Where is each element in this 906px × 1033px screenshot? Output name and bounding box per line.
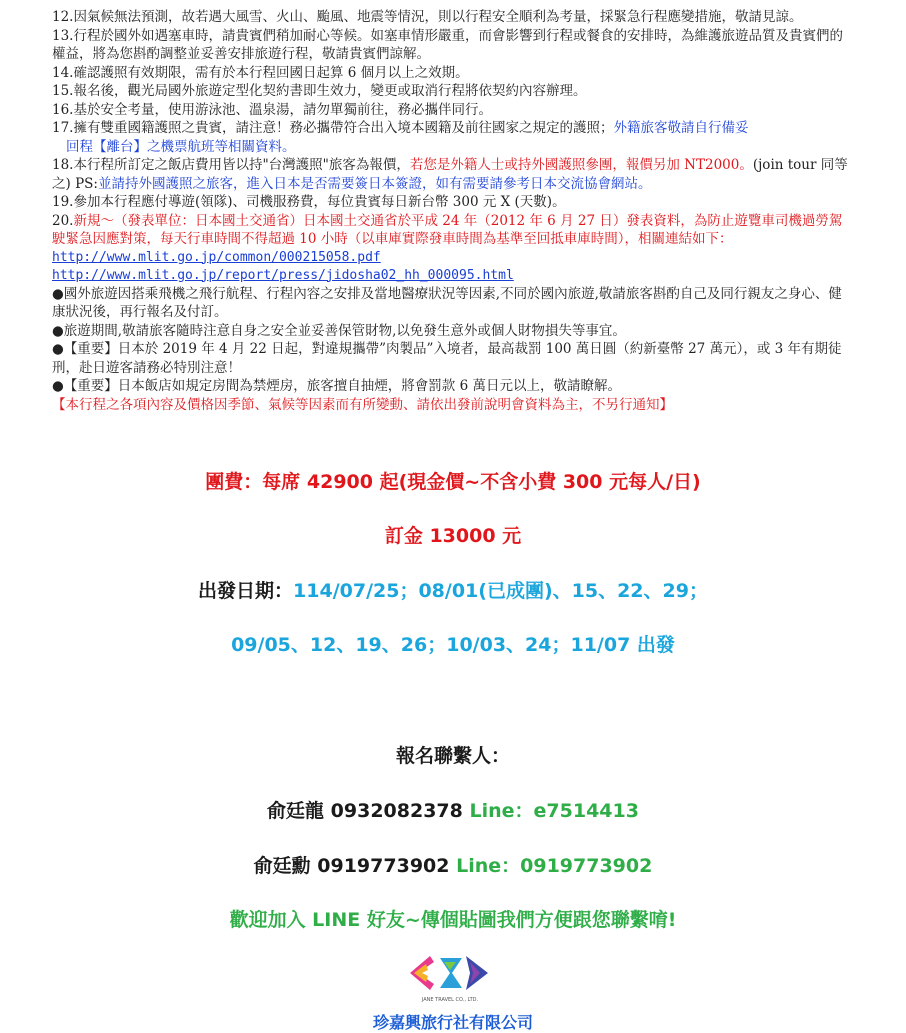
bullet-safety: ●旅遊期間,敬請旅客隨時注意自身之安全並妥善保管財物,以免發生意外或個人財物損失等事宜。 <box>52 322 626 339</box>
contact-heading: 報名聯繫人： <box>395 745 510 767</box>
term-20 <box>52 212 852 249</box>
mlit-link-1[interactable]: http://www.mlit.go.jp/common/000215058.pdf <box>52 249 381 265</box>
company-logo <box>400 948 500 1008</box>
term-14: 14.確認護照有效期限，需有於本行程回國日起算 6 個月以上之效期。 <box>52 64 469 81</box>
term-17 <box>52 119 852 156</box>
deposit: 訂金 13000 元 <box>384 525 522 547</box>
contact-2-name-phone: 俞廷勳 0919773902 <box>253 855 457 877</box>
logo-text: JANE TRAVEL CO., LTD. <box>421 997 479 1003</box>
term-18-ps: PS: <box>75 175 98 192</box>
contact-person-2 <box>0 851 906 878</box>
term-12: 12.因氣候無法預測，故若遇大風雪、火山、颱風、地震等情況，則以行程安全順利為考量，採緊急行程應變措施，敬請見諒。 <box>52 9 803 25</box>
term-17-text: 17.擁有雙重國籍護照之貴賓，請注意！務必攜帶符合出入境本國籍及前往國家之規定的護照； <box>52 120 614 136</box>
term-16: 16.基於安全考量，使用游泳池、溫泉湯，請勿單獨前往，務必攜伴同行。 <box>52 101 492 118</box>
departure-row-1 <box>0 576 906 603</box>
mlit-link-2[interactable]: http://www.mlit.go.jp/report/press/jidosha02_hh_000095.html <box>52 267 514 283</box>
term-19: 19.參加本行程應付導遊(領隊)、司機服務費，每位貴賓每日新台幣 300 元 X (天數)。 <box>52 194 566 210</box>
contact-person-1 <box>0 796 906 823</box>
term-18-visa-note: 並請持外國護照之旅客，進入日本是否需要簽日本簽證，如有需要請參考日本交流協會網站。 <box>97 175 652 192</box>
term-20-number: 20. <box>52 212 74 229</box>
departure-dates-1: 114/07/25；08/01(已成團)、15、22、29； <box>293 580 708 602</box>
term-13: 13.行程於國外如遇塞車時，請貴賓們稍加耐心等候。如塞車情形嚴重，而會影響到行程或餐食的安排時，為維護旅遊品質及貴賓們的權益，將為您斟酌調整並妥善安排旅遊行程，敬請貴賓們諒解。 <box>52 27 843 62</box>
departure-label: 出發日期： <box>198 580 294 602</box>
bullet-health: ●國外旅遊因搭乘飛機之飛行航程、行程內容之安排及當地醫療狀況等因素,不同於國內旅遊,敬請旅客斟酌自己及同行親友之身心、健康狀況後，再行報名及付訂。 <box>52 285 842 320</box>
term-18 <box>52 156 852 193</box>
bullet-notice: 【本行程之各項內容及價格因季節、氣候等因素而有所變動、請依出發前說明會資料為主，不另行通知】 <box>52 396 673 413</box>
term-15: 15.報名後，觀光局國外旅遊定型化契約書即生效力，變更或取消行程將依契約內容辦理。 <box>52 83 587 99</box>
contact-1-line: Line：e7514413 <box>469 800 639 822</box>
bullet-smoking: ●【重要】日本飯店如規定房間為禁煙房，旅客擅自抽煙，將會罰款 6 萬日元以上，敬請瞭解。 <box>52 378 621 394</box>
line-invite: 歡迎加入 LINE 好友~傳個貼圖我們方便跟您聯繫唷! <box>229 909 677 931</box>
bullet-meat-ban: ●【重要】日本於 2019 年 4 月 22 日起，對違規攜帶”肉製品”入境者，最高裁罰 100 萬日圓（約新臺幣 27 萬元），或 3 年有期徒刑，赴日遊客請務必特別注意！ <box>52 341 842 376</box>
departure-dates-2: 09/05、12、19、26；10/03、24；11/07 出發 <box>231 634 675 656</box>
term-18-text: 18.本行程所訂定之飯店費用皆以持"台灣護照"旅客為報價， <box>52 157 410 173</box>
terms-section <box>52 8 852 414</box>
term-18-surcharge: 若您是外籍人士或持外國護照參團，報價另加 NT2000。 <box>409 157 753 173</box>
company-name: 珍嘉興旅行社有限公司 <box>372 1013 533 1032</box>
contact-2-line: Line：0919773902 <box>456 855 653 877</box>
term-17-return-note: 回程【離台】之機票航班等相關資料。 <box>66 138 296 155</box>
contact-1-name-phone: 俞廷龍 0932082378 <box>267 800 470 822</box>
term-18-join-tour: (join tour 同等之) <box>52 157 848 192</box>
term-17-foreign-note: 外籍旅客敬請自行備妥 <box>613 120 749 136</box>
term-20-text: 新規～（發表單位：日本國土交通省）日本國土交通省於平成 24 年（2012 年 6 月 27 日）發表資料，為防止遊覽車司機過勞駕駛緊急因應對策，每天行車時間不得超過 10 小時（以車庫實際發車時間為基準至回抵車庫時間），相關連結如下： <box>52 212 843 247</box>
tour-fee: 團費：每席 42900 起(現金價~不含小費 300 元每人/日) <box>205 471 701 493</box>
